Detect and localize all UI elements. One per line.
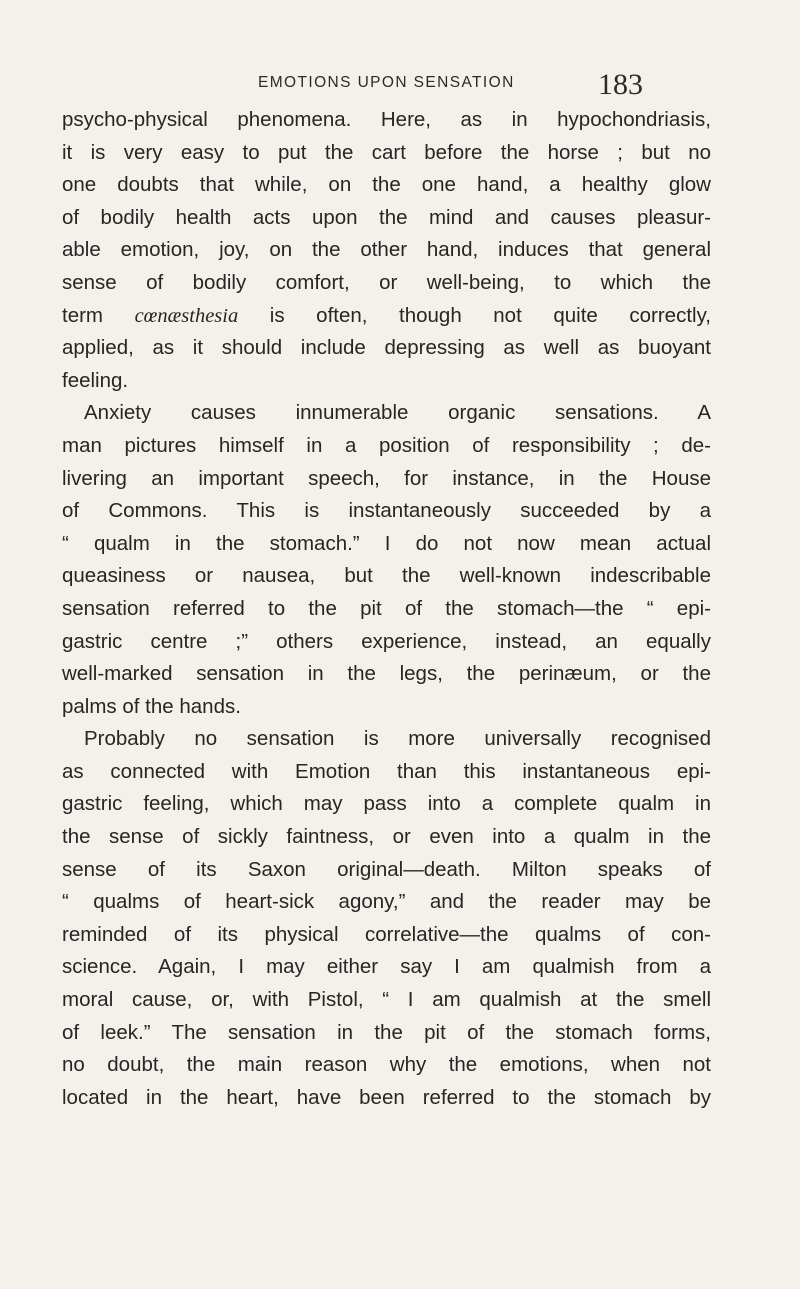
text-line: palms of the hands. [62, 694, 241, 718]
text-line: “ qualms of heart-sick agony,” and the reader may be [62, 890, 711, 914]
text-line: located in the heart, have been referred to the stomach by [62, 1085, 711, 1109]
text-line: of leek.” The sensation in the pit of the stomach forms, [62, 1020, 711, 1044]
text-line: Probably no sensation is more universally recognised [84, 727, 711, 751]
text-line: livering an important speech, for instance, in the House [62, 466, 711, 490]
text-line: queasiness or nausea, but the well-known indescribable [62, 564, 711, 588]
text-line: applied, as it should include depressing as well as buoyant [62, 336, 711, 360]
text-line: psycho-physical phenomena. Here, as in hypochondriasis, [62, 108, 711, 131]
page-number: 183 [598, 68, 643, 101]
text-line: gastric centre ;” others experience, instead, an equally [62, 629, 711, 653]
line-text-before: term [62, 303, 135, 327]
line-text-after: is often, though not quite correctly, [238, 303, 711, 327]
text-line: of Commons. This is instantaneously succeeded by a [62, 499, 711, 523]
text-line: moral cause, or, with Pistol, “ I am qualmish at the smell [62, 988, 711, 1012]
text-line: science. Again, I may either say I am qualmish from a [62, 955, 711, 979]
text-line: able emotion, joy, on the other hand, induces that general [62, 238, 711, 262]
running-head: EMOTIONS UPON SENSATION [258, 74, 515, 91]
text-line: no doubt, the main reason why the emotions, when not [62, 1053, 711, 1077]
body-text [62, 104, 711, 1114]
text-line: man pictures himself in a position of responsibility ; de- [62, 433, 711, 457]
text-line: reminded of its physical correlative—the qualms of con- [62, 922, 711, 946]
text-line: sensation referred to the pit of the stomach—the “ epi- [62, 596, 711, 620]
text-line: as connected with Emotion than this instantaneous epi- [62, 759, 711, 783]
text-line: Anxiety causes innumerable organic sensations. A [84, 401, 711, 425]
text-line: one doubts that while, on the one hand, a healthy glow [62, 173, 711, 197]
italic-term: cœnæsthesia [134, 304, 239, 327]
text-line: it is very easy to put the cart before the horse ; but no [62, 140, 711, 164]
text-line: sense of bodily comfort, or well-being, to which the [62, 270, 711, 294]
text-line: of bodily health acts upon the mind and causes pleasur- [62, 205, 711, 229]
text-line: the sense of sickly faintness, or even into a qualm in the [62, 825, 711, 849]
text-line [62, 300, 711, 333]
text-line: “ qualm in the stomach.” I do not now mean actual [62, 531, 711, 555]
text-line: gastric feeling, which may pass into a complete qualm in [62, 792, 711, 816]
text-line: sense of its Saxon original—death. Milton speaks of [62, 857, 711, 881]
text-line: well-marked sensation in the legs, the perinæum, or the [62, 662, 711, 686]
text-line: feeling. [62, 368, 129, 392]
